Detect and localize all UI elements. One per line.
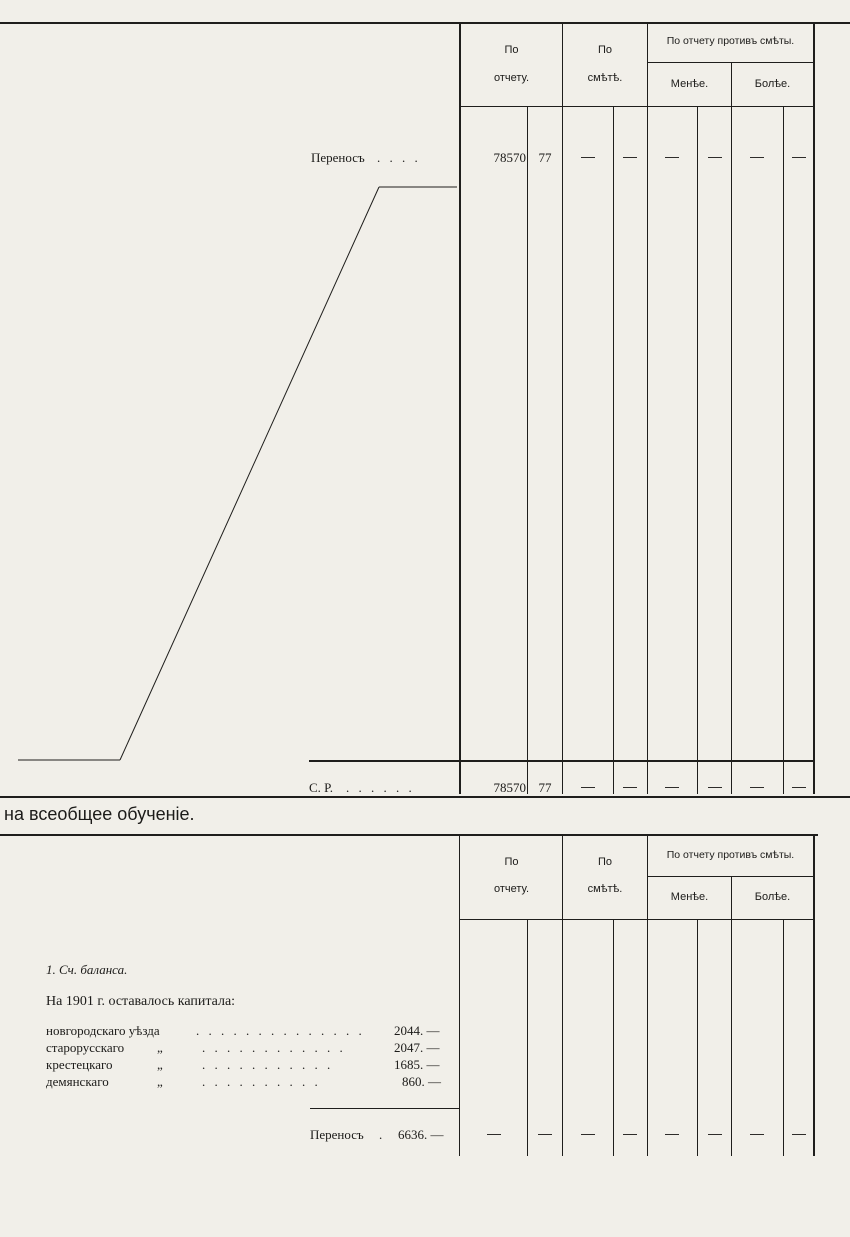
dash: — [538,1125,552,1141]
dash: — [750,148,764,164]
rule [731,876,732,1156]
header-po-smete: смѣтѣ. [587,72,623,84]
dash: — [792,148,806,164]
dash: — [792,1125,806,1141]
header-po-smete: смѣтѣ. [587,883,623,895]
rule [647,22,648,794]
header-menee: Менѣе. [670,891,709,903]
item-label: старорусскаго [46,1040,125,1055]
item-value: 860. — [402,1074,441,1089]
rule [697,919,698,1156]
carry-label: Переносъ [310,1127,364,1142]
rule [613,106,614,794]
rule [613,919,614,1156]
rule [813,22,815,794]
rule [310,1108,460,1109]
rule [783,919,784,1156]
item-leader: . . . . . . . . . . . [202,1057,334,1072]
item-leader: . . . . . . . . . . [202,1074,321,1089]
total-value: 78570 [493,780,526,795]
rule [813,834,815,1156]
header-menee: Менѣе. [670,78,709,90]
item-value: 1685. — [394,1057,440,1072]
carry-value: 78570 [493,150,526,165]
dash: — [581,778,595,794]
header-po-smete: По [597,44,613,56]
rule [731,62,732,794]
dash: — [487,1125,501,1141]
header-bolee: Болѣе. [754,891,791,903]
dash: — [665,148,679,164]
rule [647,62,813,63]
header-bolee: Болѣе. [754,78,791,90]
dash: — [665,778,679,794]
total-leader: . . . . . . [346,780,415,795]
header-against: По отчету противъ смѣты. [666,35,795,47]
item-leader: . . . . . . . . . . . . . . [196,1023,365,1038]
section-divider [0,796,850,798]
total-kop: 77 [538,780,552,795]
rule [0,834,818,836]
dash: — [792,778,806,794]
item-label: новгородскаго уѣзда [46,1023,160,1038]
ditto-mark: „ [157,1074,163,1089]
dash: — [708,148,722,164]
rule [527,106,528,794]
rule [647,834,648,1156]
total-label: С. Р. [309,780,334,795]
rule [783,106,784,794]
dash: — [623,148,637,164]
ditto-mark: „ [157,1057,163,1072]
ditto-mark: „ [157,1040,163,1055]
header-po-otchetu: По [504,856,519,868]
rule [309,760,815,762]
rule [527,919,528,1156]
carry-leader: . . . . [377,150,421,165]
carry-label: Переносъ [311,150,365,165]
item-label: демянскаго [46,1074,109,1089]
rule [459,106,815,107]
header-po-otchetu: По [504,44,519,56]
item-leader: . . . . . . . . . . . . [202,1040,346,1055]
header-po-otchetu: отчету. [493,72,529,84]
carry-value: 6636. — [398,1127,444,1142]
header-po-smete: По [597,856,613,868]
dash: — [750,1125,764,1141]
rule [697,106,698,794]
rule [647,876,813,877]
dash: — [623,1125,637,1141]
diagonal-strike [0,0,460,790]
header-against: По отчету противъ смѣты. [666,849,795,861]
carry-kop: 77 [538,150,552,165]
dash: — [581,148,595,164]
capital-line: На 1901 г. оставалось капитала: [46,994,236,1009]
dash: — [708,1125,722,1141]
item-value: 2047. — [394,1040,440,1055]
dash: — [665,1125,679,1141]
section-title: на всеобщее обученіе. [4,804,195,824]
dash: — [623,778,637,794]
header-po-otchetu: отчету. [493,883,529,895]
item-value: 2044. — [394,1023,440,1038]
item-label: крестецкаго [46,1057,113,1072]
rule [562,22,563,794]
dash: — [708,778,722,794]
dash: — [750,778,764,794]
dash: — [581,1125,595,1141]
account-heading: 1. Сч. баланса. [46,962,128,977]
rule [459,919,815,920]
carry-dot: . [379,1127,383,1142]
